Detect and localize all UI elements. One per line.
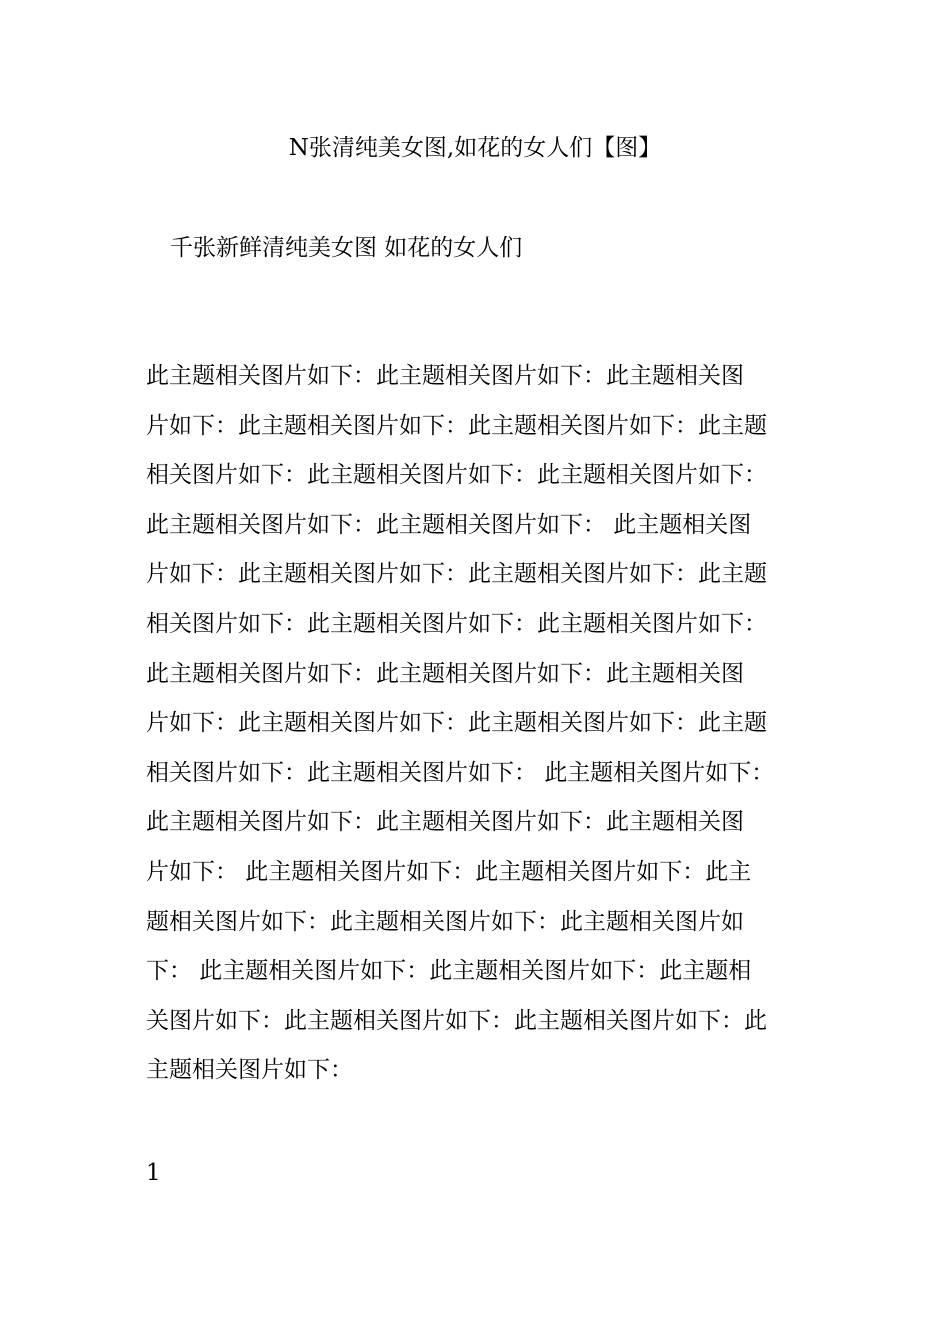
body-line: 片如下：此主题相关图片如下：此主题相关图片如下：此主题 xyxy=(146,710,767,737)
body-line: 关图片如下：此主题相关图片如下：此主题相关图片如下：此 xyxy=(146,1007,767,1034)
body-line: 片如下：此主题相关图片如下：此主题相关图片如下：此主题 xyxy=(146,561,767,588)
body-line: 相关图片如下：此主题相关图片如下： 此主题相关图片如下： xyxy=(146,759,775,786)
body-line: 此主题相关图片如下：此主题相关图片如下： 此主题相关图 xyxy=(146,511,752,538)
document-title: N张清纯美女图,如花的女人们【图】 xyxy=(288,135,662,161)
body-line: 相关图片如下：此主题相关图片如下：此主题相关图片如下： xyxy=(146,462,767,489)
document-body xyxy=(146,352,826,1096)
body-line: 相关图片如下：此主题相关图片如下：此主题相关图片如下： xyxy=(146,610,767,637)
body-line: 片如下：此主题相关图片如下：此主题相关图片如下：此主题 xyxy=(146,412,767,439)
page-number: 1 xyxy=(146,1160,161,1186)
body-line: 此主题相关图片如下：此主题相关图片如下：此主题相关图 xyxy=(146,660,744,687)
body-line: 主题相关图片如下： xyxy=(146,1057,353,1084)
body-line: 下： 此主题相关图片如下：此主题相关图片如下：此主题相 xyxy=(146,958,752,985)
body-line: 题相关图片如下：此主题相关图片如下：此主题相关图片如 xyxy=(146,908,744,935)
document-subtitle: 千张新鲜清纯美女图 如花的女人们 xyxy=(170,235,523,261)
body-line: 片如下： 此主题相关图片如下：此主题相关图片如下：此主 xyxy=(146,858,752,885)
body-line: 此主题相关图片如下：此主题相关图片如下：此主题相关图 xyxy=(146,809,744,836)
body-line: 此主题相关图片如下：此主题相关图片如下：此主题相关图 xyxy=(146,363,744,389)
